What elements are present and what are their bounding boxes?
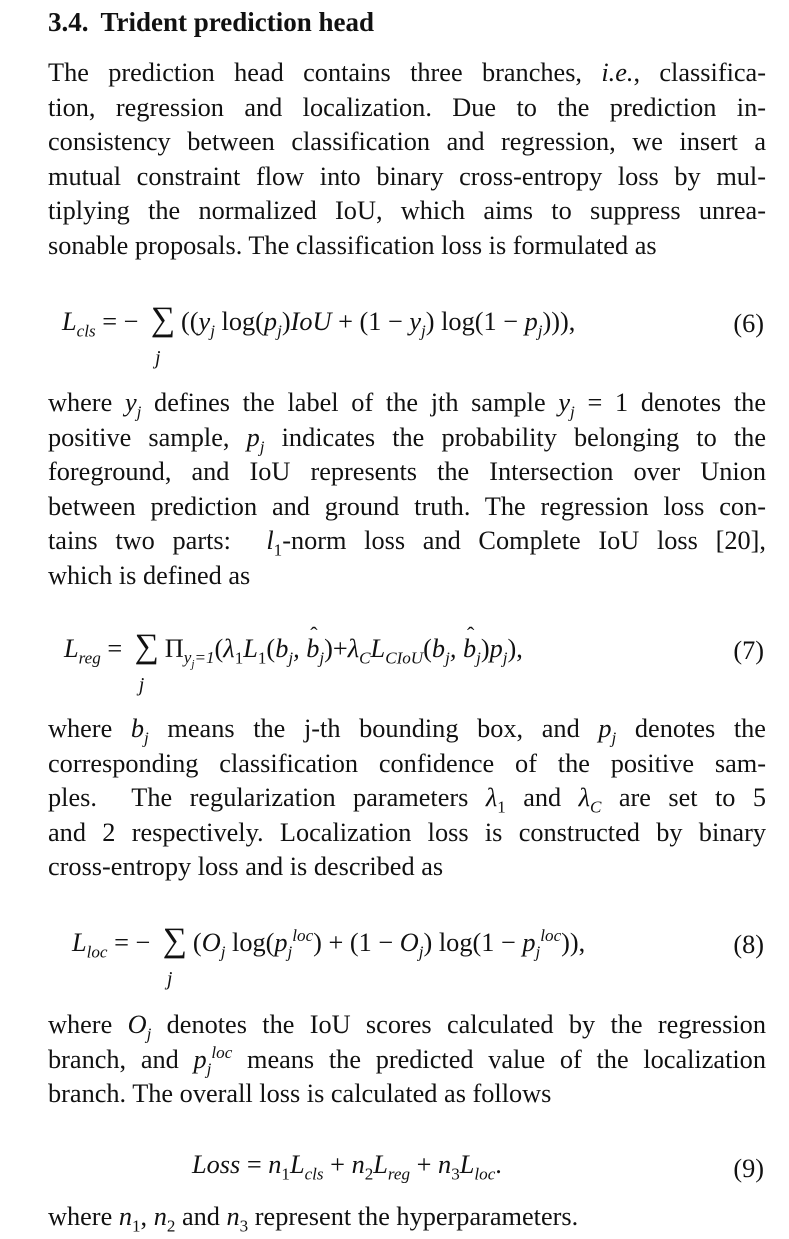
equation-9-body: Loss = $n_1L_{cls} + n_2L_{reg} + n_3L_{loc}$. bbox=[192, 1150, 502, 1184]
paragraph-hyperparameters bbox=[48, 1200, 766, 1235]
equation-number: (6) bbox=[733, 309, 764, 338]
paragraph-labels bbox=[48, 386, 766, 594]
paragraph-line: cross-entropy loss and is described as bbox=[48, 852, 444, 882]
section-heading bbox=[48, 6, 374, 38]
paragraph-line: branch. The overall loss is calculated as follows bbox=[48, 1079, 552, 1109]
paragraph-line: tion, regression and localization. Due to the prediction in- bbox=[48, 92, 766, 122]
paragraph-regression bbox=[48, 712, 766, 885]
paragraph-line: where $O_j$ denotes the IoU scores calculated by the regression bbox=[48, 1010, 766, 1044]
paragraph-localization bbox=[48, 1008, 766, 1112]
paragraph-line: where $n_1$, $n_2$ and $n_3$ represent the hyperparameters. bbox=[48, 1202, 579, 1236]
paragraph-line: ples. The regularization parameters $\lambda_1$ and $\lambda_C$ are set to 5 bbox=[48, 783, 767, 817]
paragraph-line: tiplying the normalized IoU, which aims to suppress unrea- bbox=[48, 196, 766, 226]
paragraph-line: branch, and $p_j^{loc}$ means the predicted value of the localization bbox=[48, 1042, 766, 1078]
equation-8 bbox=[48, 922, 766, 1016]
paragraph-intro bbox=[48, 56, 766, 264]
paragraph-line: mutual constraint flow into binary cross-entropy loss by mul- bbox=[48, 161, 766, 191]
equation-number: (7) bbox=[733, 636, 764, 665]
equation-8-body: $L_{loc}$ = − ∑ j ($O_j$ $\log(p_j^{loc}) + (1 - O_j) \log(1 - p_j^{loc})$), bbox=[72, 922, 586, 990]
paragraph-line: consistency between classification and regression, we insert a bbox=[48, 127, 766, 157]
paragraph-line: tains two parts: $l_1$-norm loss and Complete IoU loss [20], bbox=[48, 526, 766, 560]
equation-7 bbox=[48, 628, 766, 722]
equation-7-body: $L_{reg}$ = ∑ j $\Pi_{y_j=1}(\lambda_1L_1(b_j$, ˆ $b_j)+\lambda_CL_{CIoU}(b_j$, ˆ $b_j)p_j$), bbox=[64, 632, 523, 665]
paragraph-line: positive sample, $p_j$ indicates the probability belonging to the bbox=[48, 422, 767, 456]
equation-6 bbox=[48, 301, 766, 395]
paragraph-line: which is defined as bbox=[48, 560, 251, 590]
equation-6-body: $L_{cls}$ = − ∑ j (($y_j$ $\log(p_j)IoU + (1 - y_j) \log(1 - p_j)$)), bbox=[62, 301, 576, 369]
paragraph-line: and 2 respectively. Localization loss is constructed by binary bbox=[48, 817, 766, 847]
paragraph-line: where $y_j$ defines the label of the jth sample $y_j = 1$ denotes the bbox=[48, 388, 766, 422]
section-number: 3.4. bbox=[48, 7, 89, 37]
paragraph-line: between prediction and ground truth. The regression loss con- bbox=[48, 491, 766, 521]
section-title: Trident prediction head bbox=[100, 7, 375, 37]
equation-number: (8) bbox=[733, 930, 764, 959]
paragraph-line: The prediction head contains three branches, i.e., classifica- bbox=[48, 58, 766, 87]
paragraph-line: corresponding classification confidence of the positive sam- bbox=[48, 748, 766, 778]
equation-number: (9) bbox=[733, 1154, 764, 1183]
equation-9 bbox=[48, 1150, 766, 1190]
paragraph-line: foreground, and IoU represents the Intersection over Union bbox=[48, 457, 766, 487]
paragraph-line: sonable proposals. The classification loss is formulated as bbox=[48, 230, 657, 260]
paragraph-line: where $b_j$ means the j-th bounding box, and $p_j$ denotes the bbox=[48, 714, 766, 748]
